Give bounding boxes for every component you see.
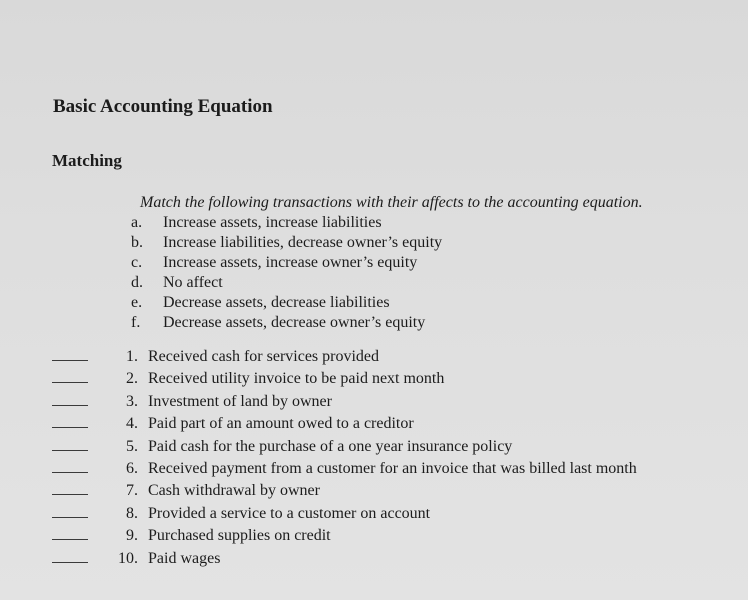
question-text: Investment of land by owner — [148, 392, 332, 410]
choice-letter: d. — [131, 274, 143, 291]
answer-blank[interactable] — [52, 480, 88, 495]
question-number: 1. — [126, 348, 138, 365]
question-item — [52, 391, 637, 413]
question-text: Received payment from a customer for an invoice that was billed last month — [148, 459, 637, 477]
question-text: Paid cash for the purchase of a one year insurance policy — [148, 437, 513, 455]
choice-letter: e. — [131, 294, 143, 311]
question-number: 5. — [126, 437, 138, 455]
answer-blank[interactable] — [52, 368, 88, 383]
choice-letter: f. — [131, 314, 141, 331]
choice-letter: b. — [131, 234, 143, 251]
answer-blank[interactable] — [52, 391, 88, 406]
question-text: Provided a service to a customer on account — [148, 504, 431, 522]
question-number: 3. — [126, 392, 138, 410]
question-number: 4. — [126, 415, 138, 433]
choice-letter: c. — [131, 254, 143, 271]
choice-item — [131, 293, 442, 313]
instructions: Match the following transactions with their affects to the accounting equation. — [140, 194, 643, 211]
choice-text: Increase assets, increase liabilities — [163, 214, 382, 231]
choice-text: Decrease assets, decrease owner’s equity — [163, 314, 426, 331]
answer-blank[interactable] — [52, 503, 88, 518]
questions-list — [52, 346, 637, 570]
choices-list — [131, 213, 442, 333]
choice-letter: a. — [131, 214, 143, 231]
question-text: Purchased supplies on credit — [148, 527, 331, 545]
answer-blank[interactable] — [52, 525, 88, 540]
question-item — [52, 548, 637, 570]
choice-item — [131, 213, 442, 233]
question-item — [52, 346, 637, 368]
answer-blank[interactable] — [52, 458, 88, 473]
question-text: Paid part of an amount owed to a creditor — [148, 415, 414, 433]
answer-blank[interactable] — [52, 436, 88, 451]
choice-item — [131, 233, 442, 253]
question-text: Received cash for services provided — [148, 348, 380, 365]
question-number: 6. — [126, 459, 138, 477]
question-number: 7. — [126, 482, 138, 500]
question-number: 10. — [118, 549, 138, 567]
question-number: 9. — [126, 527, 138, 545]
question-text: Paid wages — [148, 549, 221, 567]
question-item — [52, 525, 637, 547]
question-number: 8. — [126, 504, 138, 522]
choice-item — [131, 313, 442, 333]
answer-blank[interactable] — [52, 346, 88, 361]
question-text: Cash withdrawal by owner — [148, 482, 320, 500]
question-item — [52, 436, 637, 458]
question-item — [52, 503, 637, 525]
question-item — [52, 368, 637, 390]
choice-text: Increase liabilities, decrease owner’s equity — [163, 234, 443, 251]
choice-text: No affect — [163, 274, 223, 291]
choice-item — [131, 253, 442, 273]
question-item — [52, 480, 637, 502]
question-item — [52, 458, 637, 480]
choice-item — [131, 273, 442, 293]
choice-text: Decrease assets, decrease liabilities — [163, 294, 390, 311]
page-title: Basic Accounting Equation — [53, 96, 273, 117]
answer-blank[interactable] — [52, 413, 88, 428]
question-text: Received utility invoice to be paid next month — [148, 370, 445, 388]
question-number: 2. — [126, 370, 138, 388]
section-heading: Matching — [52, 151, 122, 170]
question-item — [52, 413, 637, 435]
answer-blank[interactable] — [52, 548, 88, 563]
choice-text: Increase assets, increase owner’s equity — [163, 254, 418, 271]
